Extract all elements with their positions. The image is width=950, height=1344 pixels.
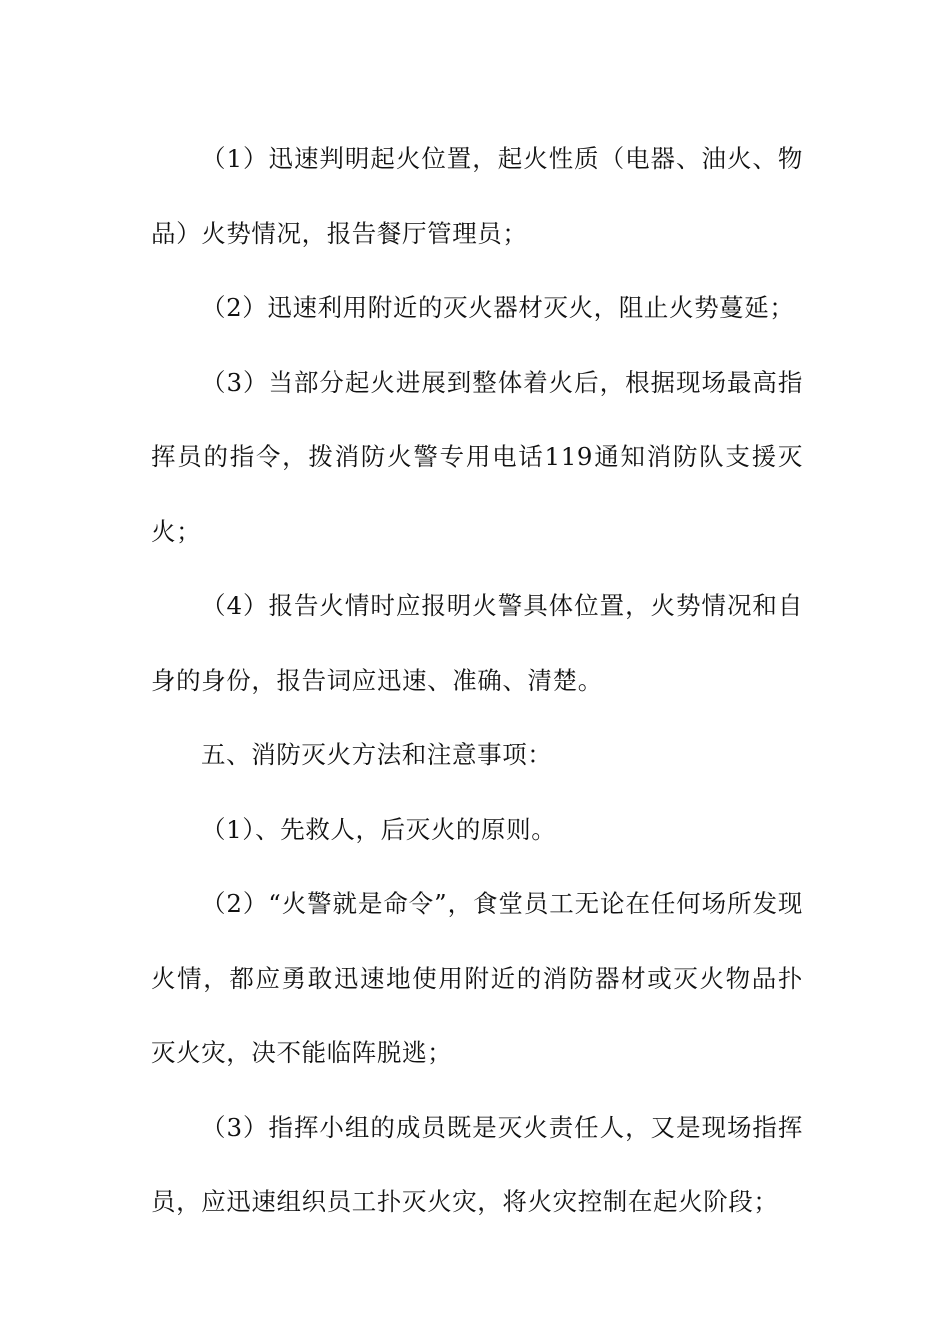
paragraph-step-3: （3）当部分起火进展到整体着火后，根据现场最高指挥员的指令，拨消防火警专用电话119通知消防队支援灭火； [151,367,803,546]
section-heading: 五、消防灭火方法和注意事项： [201,740,553,769]
paragraph-step-1: （1）迅速判明起火位置，起火性质（电器、油火、物品）火势情况，报告餐厅管理员； [151,144,803,248]
paragraph-principle-3: （3）指挥小组的成员既是灭火责任人，又是现场指挥员，应迅速组织员工扑灭火灾，将火灾控制在起火阶段； [151,1112,803,1216]
paragraph-principle-2: （2）“火警就是命令”，食堂员工无论在任何场所发现火情，都应勇敢迅速地使用附近的消防器材或灭火物品扑灭火灾，决不能临阵脱逃； [151,889,803,1067]
paragraph-principle-1: （1）、先救人，后灭火的原则。 [201,814,557,844]
document-body [151,122,803,1240]
paragraph-step-4: （4）报告火情时应报明火警具体位置，火势情况和自身的身份，报告词应迅速、准确、清楚。 [151,591,803,695]
paragraph-step-2: （2）迅速利用附近的灭火器材灭火，阻止火势蔓延； [201,293,795,322]
